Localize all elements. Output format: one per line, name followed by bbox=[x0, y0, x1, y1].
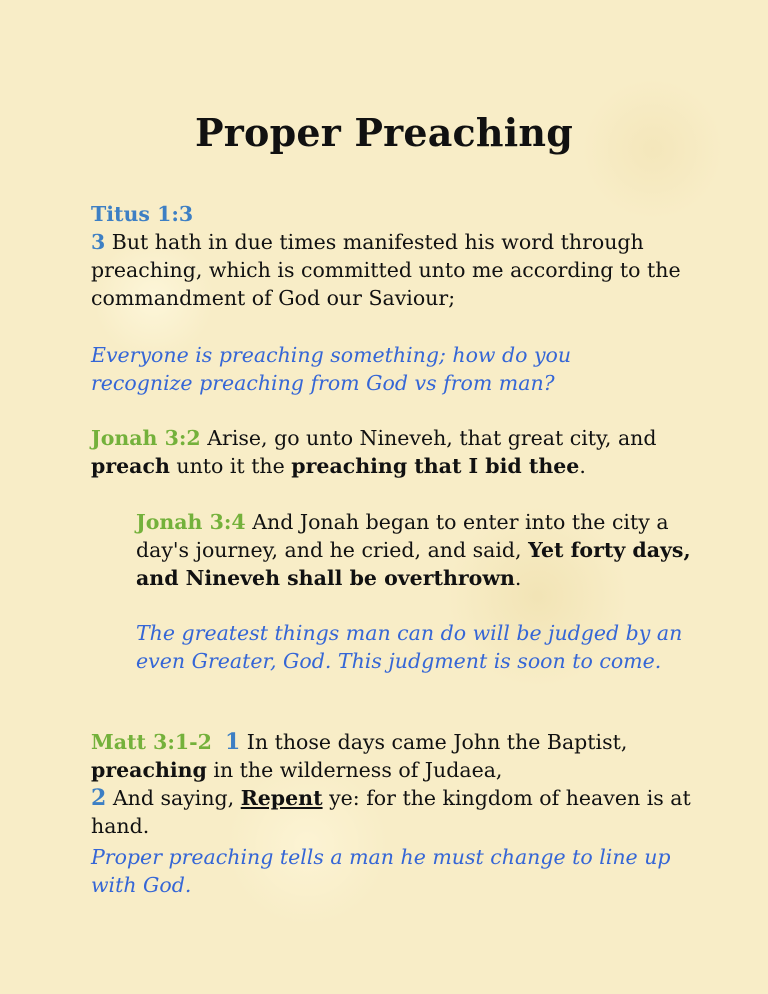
matt-reference: Matt 3:1-2 bbox=[91, 730, 212, 754]
titus-verse-number: 3 bbox=[91, 230, 106, 254]
matt-text-2: in the wilderness of Judaea, bbox=[206, 758, 503, 782]
jonah-3-4-passage bbox=[136, 508, 696, 592]
jonah-3-4-bold-phrase: Yet forty days, and Nineveh shall be overthrown bbox=[136, 538, 691, 590]
matt-bold-preaching: preaching bbox=[91, 758, 207, 782]
jonah-3-2-bold-phrase: preaching that I bid thee bbox=[291, 454, 580, 478]
matt-bold-repent: Repent bbox=[240, 786, 323, 810]
matt-verse-number-2: 2 bbox=[91, 785, 107, 811]
titus-verse-text: But hath in due times manifested his word through preaching, which is committed unto me according to the commandment of God our Saviour; bbox=[91, 230, 681, 310]
matt-verse-number-1: 1 bbox=[224, 729, 241, 755]
jonah-3-2-reference: Jonah 3:2 bbox=[91, 426, 201, 450]
titus-reference: Titus 1:3 bbox=[91, 202, 194, 226]
jonah-3-2-text-3: . bbox=[579, 454, 586, 478]
jonah-3-4-text-1: And Jonah began to enter into the city a day's journey, and he cried, and said, bbox=[136, 510, 669, 562]
matt-text-3: And saying, bbox=[106, 786, 241, 810]
titus-passage bbox=[91, 200, 691, 312]
jonah-3-4-reference: Jonah 3:4 bbox=[136, 510, 246, 534]
page-title: Proper Preaching bbox=[195, 110, 573, 155]
matt-text-4: ye: for the kingdom of heaven is at hand. bbox=[91, 786, 691, 838]
jonah-3-2-passage bbox=[91, 424, 691, 480]
matt-text-1: In those days came John the Baptist, bbox=[240, 730, 628, 754]
jonah-3-2-text-1: Arise, go unto Nineveh, that great city, and bbox=[200, 426, 657, 450]
jonah-3-4-text-2: . bbox=[514, 566, 522, 590]
jonah-3-2-bold-preach: preach bbox=[91, 454, 170, 478]
titus-verse bbox=[91, 228, 691, 312]
jonah-3-2-text-2: unto it the bbox=[169, 454, 292, 478]
note-preaching-recognize: Everyone is preaching something; how do you recognize preaching from God vs from man? bbox=[91, 343, 572, 395]
note-greatest-things: The greatest things man can do will be judged by an even Greater, God. This judgment is soon to come. bbox=[136, 621, 683, 673]
note-proper-preaching: Proper preaching tells a man he must change to line up with God. bbox=[91, 845, 671, 897]
matt-passage bbox=[91, 728, 691, 840]
